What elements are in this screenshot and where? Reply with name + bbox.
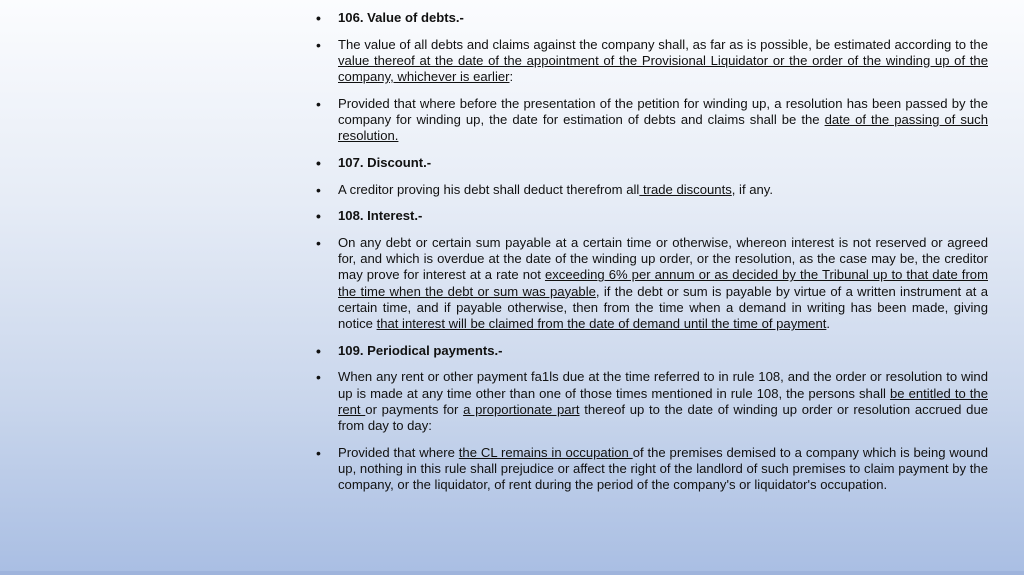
text-segment: On any debt or certain sum payable at a certain time or otherwise, whereon interest is not reserved or agreed for, and which is overdue at the date of the winding up order, or the resolution, as the case may be, the creditor may prove for interest at a rate not (338, 235, 988, 283)
underlined-text-segment: be entitled to the rent (338, 385, 988, 417)
heading-text: 109. Periodical payments.- (338, 342, 503, 358)
text-segment: When any rent or other payment fa1ls due at the time referred to in rule 108, and the order or resolution to wind up is made at any time other than one of those times mentioned in rule 108, the persons shall (338, 369, 988, 401)
bullet-paragraph (316, 369, 988, 434)
text-segment: Provided that where (338, 444, 459, 460)
bullet-paragraph (316, 235, 988, 332)
underlined-text-segment: value thereof at the date of the appointment of the Provisional Liquidator or the order of the winding up of the company, whichever is earlier (338, 52, 988, 85)
text-segment: or payments for (365, 401, 464, 417)
text-segment: of the premises demised to a company which is being wound up, nothing in this rule shall prejudice or affect the right of the landlord of such premises to claim payment by the company, or the liquidator, of rent during the period of the company's or liquidator's occupation. (338, 444, 988, 493)
underlined-text-segment: exceeding 6% per annum or as decided by the Tribunal up to that date from the time when the debt or sum was payable (338, 267, 988, 299)
bullet-paragraph (316, 445, 988, 494)
text-segment: thereof up to the date of winding up order or resolution accrued due from day to day: (338, 401, 989, 434)
text-segment: A creditor proving his debt shall deduct therefrom all (338, 181, 640, 197)
bullet-paragraph (316, 182, 988, 198)
bullet-paragraph (316, 96, 988, 145)
bullet-heading-108 (316, 208, 988, 224)
text-segment: , if any. (731, 181, 774, 197)
underlined-text-segment: the CL remains in occupation (458, 444, 633, 460)
text-segment: : (509, 69, 514, 85)
bullet-heading-107 (316, 155, 988, 171)
underlined-text-segment: that interest will be claimed from the date of demand until the time of payment (376, 316, 827, 332)
text-segment: Provided that where before the presentation of the petition for winding up, a resolution has been passed by the company for winding up, the date for estimation of debts and claims shall be the (338, 95, 988, 128)
slide-bottom-border (0, 571, 1024, 575)
bullet-list (316, 10, 988, 504)
bullet-heading-106 (316, 10, 988, 26)
heading-text: 107. Discount.- (338, 154, 432, 170)
underlined-text-segment: a proportionate part (463, 401, 580, 417)
heading-text: 108. Interest.- (338, 208, 423, 224)
heading-text: 106. Value of debts.- (338, 10, 464, 25)
text-segment: . (826, 316, 831, 332)
bullet-paragraph (316, 37, 988, 86)
text-segment: , if the debt or sum is payable by virtue of a written instrument at a certain time, and if payable otherwise, then from the time when a demand in writing has been made, giving notice (338, 283, 988, 332)
bullet-heading-109 (316, 343, 988, 359)
underlined-text-segment: date of the passing of such resolution. (338, 112, 988, 144)
underlined-text-segment: trade discounts (639, 181, 732, 197)
text-segment: The value of all debts and claims against the company shall, as far as is possible, be estimated according to the (338, 36, 988, 52)
